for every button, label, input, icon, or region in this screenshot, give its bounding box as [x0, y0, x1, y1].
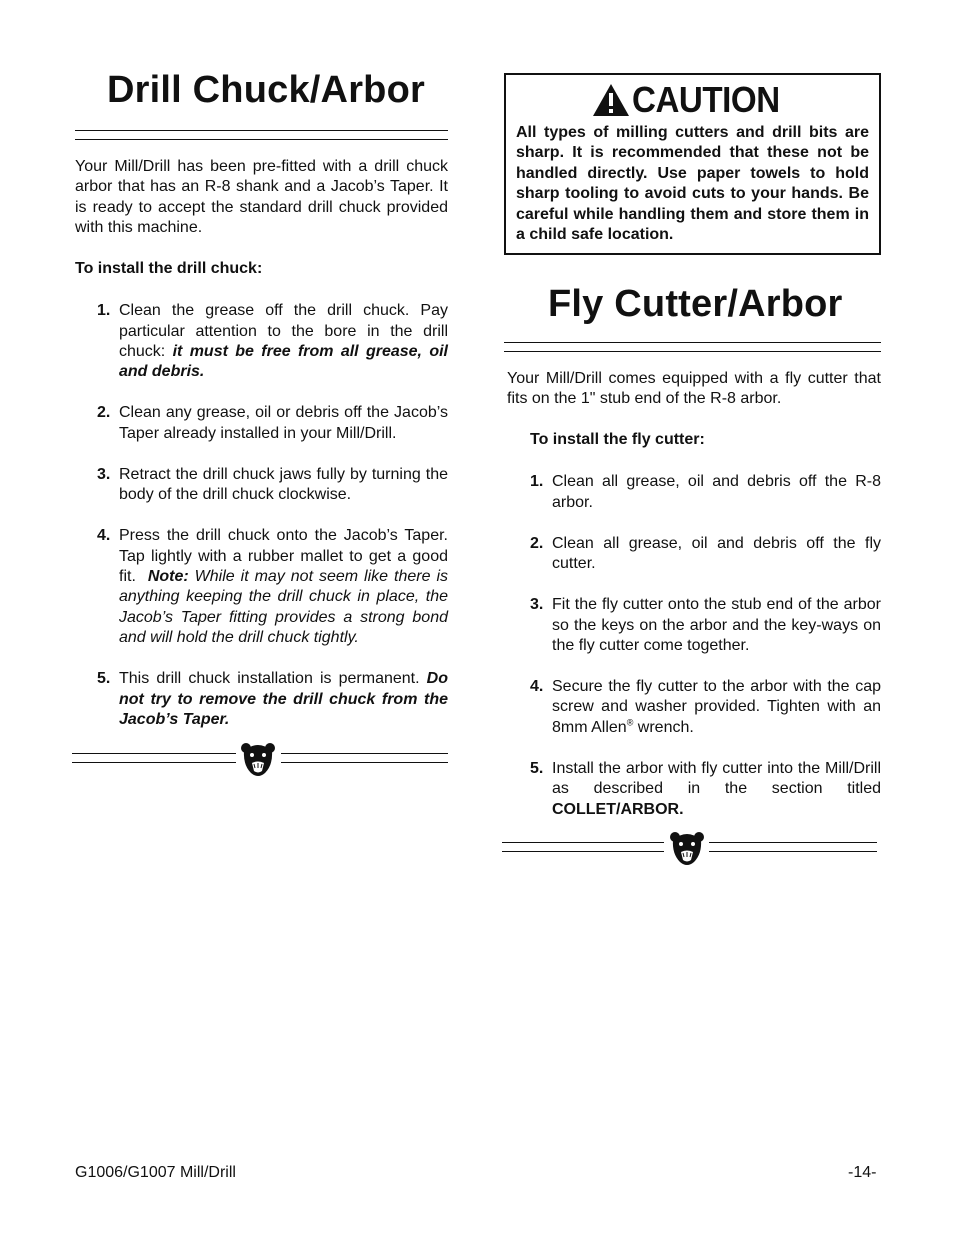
step-text: Install the arbor with fly cutter into the Mill/Drill as described in the section titled: [552, 759, 881, 798]
end-rule-right: [709, 842, 877, 852]
drill-chuck-intro: Your Mill/Drill has been pre-fitted with a drill chuck arbor that has an R-8 shank and a Jacob’s Taper. It is ready to accept the standard drill chuck provided with this machine.: [75, 158, 448, 237]
step-text: Clean all grease, oil and debris off the fly cutter.: [552, 534, 881, 573]
step-number: 3.: [530, 596, 544, 614]
list-item: [504, 677, 881, 738]
drill-chuck-subhead: To install the drill chuck:: [75, 260, 263, 278]
step-number: 4.: [97, 527, 111, 545]
fly-cutter-intro: Your Mill/Drill comes equipped with a fly cutter that fits on the 1" stub end of the R-8 arbor.: [507, 370, 881, 408]
step-text: Press the drill chuck onto the Jacob’s Taper. Tap lightly with a rubber mallet to get a good fit.: [119, 527, 448, 586]
end-rule-left: [72, 753, 236, 763]
list-item: [504, 472, 881, 513]
list-item: [504, 759, 881, 820]
caution-word: CAUTION: [632, 79, 780, 120]
drill-chuck-steps: [75, 301, 448, 730]
step-number: 2.: [97, 404, 111, 422]
step-number: 5.: [97, 670, 111, 688]
list-item: [75, 301, 448, 383]
end-rule-left: [502, 842, 664, 852]
bear-head-logo-icon: [668, 830, 706, 873]
bear-head-logo-icon: [239, 741, 277, 784]
list-item: [75, 669, 448, 730]
step-text: Retract the drill chuck jaws fully by turning the body of the drill chuck clockwise.: [119, 465, 448, 504]
step-number: 1.: [530, 473, 544, 491]
step-text: This drill chuck installation is permanent.: [119, 670, 427, 688]
list-item: [75, 526, 448, 648]
note-text: While it may not seem like there is anything keeping the drill chuck in place, the Jacob’s Taper fitting provides a strong bond and will hold the drill chuck tightly.: [119, 568, 449, 647]
right-column: [504, 73, 881, 870]
list-item: [504, 534, 881, 575]
caution-text: All types of milling cutters and drill bits are sharp. It is recommended that these not be handled directly. Use paper towels to hold sharp tooling to avoid cuts to your hands. Be careful while handling them and store them in a child safe location.: [516, 124, 869, 244]
footer-page-number: -14-: [848, 1164, 877, 1181]
step-text: Secure the fly cutter to the arbor with the cap screw and washer provided. Tighten with an 8mm Allen: [552, 678, 881, 736]
title-rule: [75, 130, 448, 140]
section-reference: COLLET/ARBOR.: [552, 800, 684, 818]
list-item: [75, 403, 448, 444]
step-number: 3.: [97, 465, 111, 483]
left-column: [75, 62, 448, 781]
step-text: Clean any grease, oil or debris off the Jacob’s Taper already installed in your Mill/Drill.: [119, 404, 448, 442]
step-text: Fit the fly cutter onto the stub end of the arbor so the keys on the arbor and the key-ways on the fly cutter come together.: [552, 596, 881, 655]
end-rule-right: [281, 753, 448, 763]
step-text: Clean the grease off the drill chuck. Pay particular attention to the bore in the drill chuck:: [119, 302, 448, 361]
step-text: wrench.: [633, 718, 694, 736]
step-emphasis: it must be free from all grease, oil and debris.: [119, 343, 448, 381]
step-text: Clean all grease, oil and debris off the R-8 arbor.: [552, 473, 881, 511]
fly-cutter-steps: [504, 472, 881, 820]
footer-model: G1006/G1007 Mill/Drill: [75, 1164, 236, 1181]
step-number: 1.: [97, 302, 111, 320]
warning-triangle-icon: [592, 83, 630, 117]
title-rule: [504, 342, 881, 352]
caution-box: [504, 73, 881, 255]
list-item: [504, 595, 881, 656]
drill-chuck-title: Drill Chuck/Arbor: [107, 69, 425, 111]
section-end-mark: [72, 741, 448, 781]
step-emphasis: Do not try to remove the drill chuck from the Jacob’s Taper.: [119, 670, 448, 729]
section-end-mark: [502, 830, 877, 870]
list-item: [75, 465, 448, 506]
registered-mark: ®: [626, 717, 634, 728]
step-number: 5.: [530, 759, 544, 777]
note-label: Note:: [147, 568, 189, 586]
caution-heading: [516, 79, 869, 121]
fly-cutter-title: Fly Cutter/Arbor: [548, 283, 843, 325]
step-number: 2.: [530, 534, 544, 552]
step-number: 4.: [530, 678, 544, 696]
fly-cutter-subhead: To install the fly cutter:: [530, 431, 705, 449]
